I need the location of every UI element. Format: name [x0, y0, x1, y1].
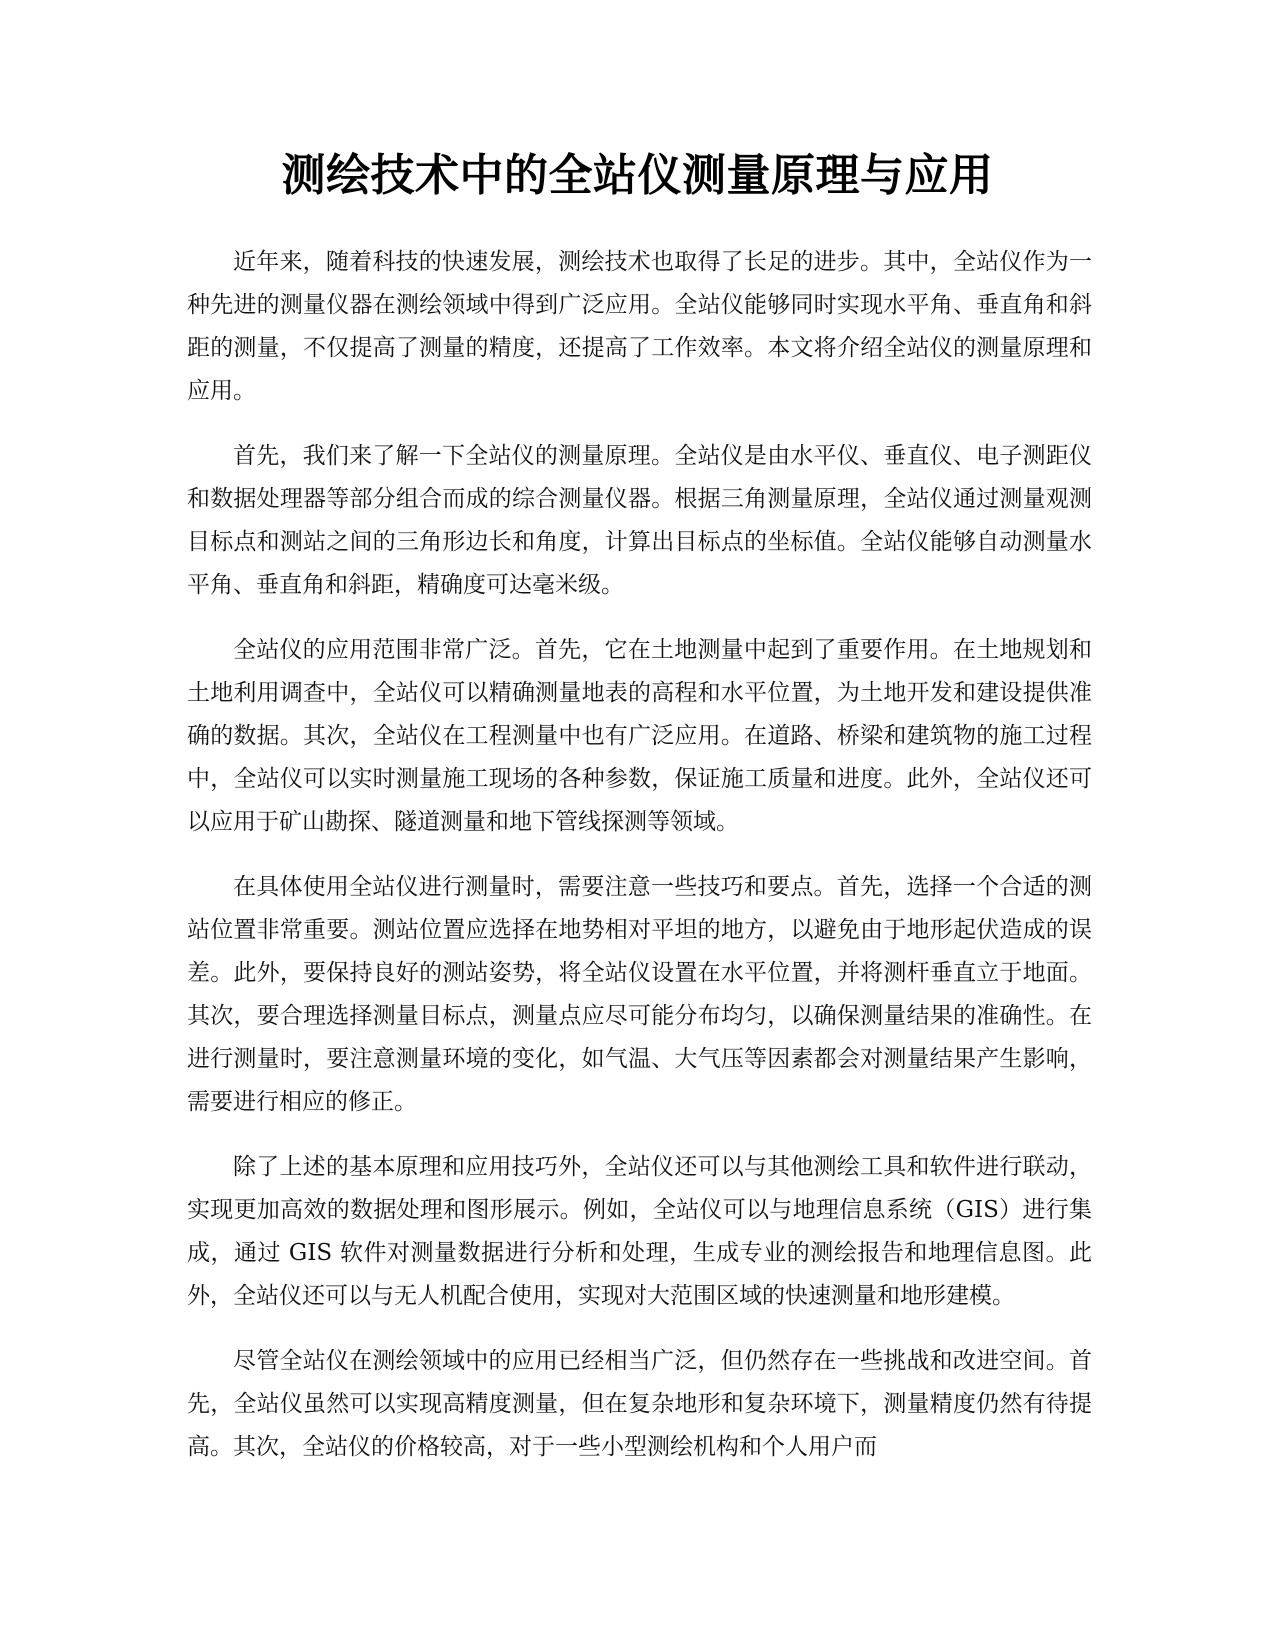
paragraph-integration: 除了上述的基本原理和应用技巧外，全站仪还可以与其他测绘工具和软件进行联动，实现更加高效的数据处理和图形展示。例如，全站仪可以与地理信息系统（GIS）进行集成，通过 GIS 软件对测量数据进行分析和处理，生成专业的测绘报告和地理信息图。此外，全站仪还可以与无人机配合使用，实现对大范围区域的快速测量和地形建模。	[187, 1154, 1092, 1309]
paragraph-principle: 首先，我们来了解一下全站仪的测量原理。全站仪是由水平仪、垂直仪、电子测距仪和数据处理器等部分组合而成的综合测量仪器。根据三角测量原理，全站仪通过测量观测目标点和测站之间的三角形边长和角度，计算出目标点的坐标值。全站仪能够自动测量水平角、垂直角和斜距，精确度可达毫米级。	[187, 443, 1092, 598]
paragraph-applications: 全站仪的应用范围非常广泛。首先，它在土地测量中起到了重要作用。在土地规划和土地利用调查中，全站仪可以精确测量地表的高程和水平位置，为土地开发和建设提供准确的数据。其次，全站仪在工程测量中也有广泛应用。在道路、桥梁和建筑物的施工过程中，全站仪可以实时测量施工现场的各种参数，保证施工质量和进度。此外，全站仪还可以应用于矿山勘探、隧道测量和地下管线探测等领域。	[187, 637, 1092, 835]
paragraph-techniques: 在具体使用全站仪进行测量时，需要注意一些技巧和要点。首先，选择一个合适的测站位置非常重要。测站位置应选择在地势相对平坦的地方，以避免由于地形起伏造成的误差。此外，要保持良好的测站姿势，将全站仪设置在水平位置，并将测杆垂直立于地面。其次，要合理选择测量目标点，测量点应尽可能分布均匀，以确保测量结果的准确性。在进行测量时，要注意测量环境的变化，如气温、大气压等因素都会对测量结果产生影响，需要进行相应的修正。	[187, 874, 1092, 1115]
document-body	[187, 241, 1092, 1491]
document-title: 测绘技术中的全站仪测量原理与应用	[281, 150, 994, 201]
paragraph-intro: 近年来，随着科技的快速发展，测绘技术也取得了长足的进步。其中，全站仪作为一种先进的测量仪器在测绘领域中得到广泛应用。全站仪能够同时实现水平角、垂直角和斜距的测量，不仅提高了测量的精度，还提高了工作效率。本文将介绍全站仪的测量原理和应用。	[187, 249, 1092, 404]
paragraph-challenges: 尽管全站仪在测绘领域中的应用已经相当广泛，但仍然存在一些挑战和改进空间。首先，全站仪虽然可以实现高精度测量，但在复杂地形和复杂环境下，测量精度仍然有待提高。其次，全站仪的价格较高，对于一些小型测绘机构和个人用户而	[187, 1348, 1092, 1460]
